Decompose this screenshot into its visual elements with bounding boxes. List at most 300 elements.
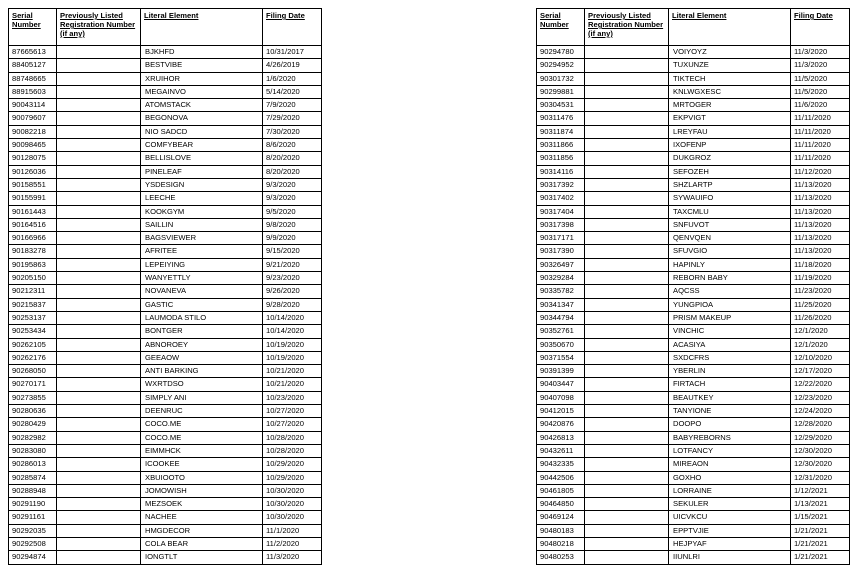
filing-date-cell: 10/14/2020 [263,311,322,324]
table-row [537,85,850,98]
table-row [537,471,850,484]
literal-element-cell: YBERLIN [669,365,791,378]
filing-date-cell: 9/3/2020 [263,192,322,205]
previous-registration-cell [585,351,669,364]
filing-date-cell: 12/29/2020 [791,431,850,444]
serial-number-cell: 90294780 [537,46,585,59]
literal-element-cell: MEGAINVO [141,85,263,98]
serial-number-cell: 90215837 [9,298,57,311]
table-row [9,351,322,364]
previous-registration-cell [585,112,669,125]
table-row [9,152,322,165]
literal-element-cell: BELLISLOVE [141,152,263,165]
literal-element-cell: MIREAON [669,458,791,471]
filing-date-cell: 11/26/2020 [791,311,850,324]
serial-number-cell: 90126036 [9,165,57,178]
filing-date-cell: 10/30/2020 [263,511,322,524]
table-row [537,59,850,72]
literal-element-cell: HMGDECOR [141,524,263,537]
serial-number-cell: 90335782 [537,285,585,298]
serial-number-cell: 90326497 [537,258,585,271]
literal-element-cell: BJKHFD [141,46,263,59]
serial-number-cell: 90426813 [537,431,585,444]
previous-registration-cell [57,311,141,324]
table-row [9,444,322,457]
previous-registration-cell [57,59,141,72]
previous-registration-cell [57,405,141,418]
previous-registration-cell [57,232,141,245]
literal-element-cell: KNLWGXESC [669,85,791,98]
filing-date-cell: 12/31/2020 [791,471,850,484]
table-row [9,112,322,125]
literal-element-cell: EKPVIGT [669,112,791,125]
previous-registration-cell [585,405,669,418]
right-table-body [537,46,850,565]
filing-date-cell: 4/26/2019 [263,59,322,72]
filing-date-cell: 12/22/2020 [791,378,850,391]
serial-number-cell: 90253137 [9,311,57,324]
literal-element-cell: KOOKGYM [141,205,263,218]
previous-registration-cell [57,285,141,298]
serial-number-cell: 90195863 [9,258,57,271]
filing-date-cell: 11/13/2020 [791,205,850,218]
literal-element-cell: LORRAINE [669,484,791,497]
filing-date-cell: 10/27/2020 [263,405,322,418]
header-row [537,9,850,46]
filing-date-cell: 11/18/2020 [791,258,850,271]
filing-date-cell: 11/11/2020 [791,139,850,152]
filing-date-cell: 7/29/2020 [263,112,322,125]
literal-element-cell: TIKTECH [669,72,791,85]
table-row [537,391,850,404]
previous-registration-cell [585,285,669,298]
table-row [537,551,850,564]
table-row [9,498,322,511]
filing-date-cell: 9/15/2020 [263,245,322,258]
serial-number-cell: 90286013 [9,458,57,471]
previous-registration-cell [585,524,669,537]
table-row [537,245,850,258]
serial-number-cell: 90183278 [9,245,57,258]
literal-element-cell: WXRTDSO [141,378,263,391]
filing-date-cell: 11/11/2020 [791,112,850,125]
table-row [9,524,322,537]
literal-element-cell: BEAUTKEY [669,391,791,404]
serial-number-cell: 90391399 [537,365,585,378]
table-row [537,537,850,550]
table-row [537,311,850,324]
table-row [9,99,322,112]
filing-date-cell: 10/31/2017 [263,46,322,59]
filing-date-cell: 1/12/2021 [791,484,850,497]
filing-date-cell: 12/24/2020 [791,405,850,418]
filing-date-cell: 10/21/2020 [263,378,322,391]
table-row [537,338,850,351]
filing-date-cell: 10/28/2020 [263,431,322,444]
literal-element-cell: DOOPO [669,418,791,431]
table-row [537,524,850,537]
literal-element-cell: SYWAUIFO [669,192,791,205]
table-row [9,192,322,205]
previous-registration-cell [57,218,141,231]
previous-registration-cell [585,537,669,550]
previous-registration-cell [57,152,141,165]
filing-date-cell: 11/13/2020 [791,232,850,245]
filing-date-cell: 12/28/2020 [791,418,850,431]
table-row [9,59,322,72]
serial-number-cell: 90268050 [9,365,57,378]
filing-date-cell: 10/30/2020 [263,498,322,511]
previous-registration-cell [57,205,141,218]
filing-date-cell: 9/21/2020 [263,258,322,271]
filing-date-cell: 11/3/2020 [263,551,322,564]
previous-registration-cell [57,85,141,98]
filing-date-cell: 1/13/2021 [791,498,850,511]
literal-element-cell: IXOFENP [669,139,791,152]
filing-date-cell: 11/3/2020 [791,59,850,72]
literal-element-cell: NIO SADCD [141,125,263,138]
literal-element-cell: SHZLARTP [669,178,791,191]
previous-registration-cell [585,59,669,72]
previous-registration-cell [585,165,669,178]
table-row [9,272,322,285]
filing-date-cell: 1/15/2021 [791,511,850,524]
literal-element-cell: GOXHO [669,471,791,484]
table-row [537,258,850,271]
serial-number-cell: 90082218 [9,125,57,138]
previous-registration-header: Previously Listed Registration Number (if any) [585,9,669,46]
table-row [9,484,322,497]
filing-date-cell: 12/10/2020 [791,351,850,364]
filing-date-cell: 9/23/2020 [263,272,322,285]
literal-element-cell: VOIYOYZ [669,46,791,59]
serial-number-cell: 90311856 [537,152,585,165]
table-row [9,85,322,98]
previous-registration-cell [57,178,141,191]
literal-element-cell: SXDCFRS [669,351,791,364]
table-row [9,46,322,59]
serial-number-cell: 90158551 [9,178,57,191]
table-row [9,511,322,524]
table-row [9,205,322,218]
filing-date-cell: 10/29/2020 [263,471,322,484]
table-row [537,192,850,205]
previous-registration-cell [585,444,669,457]
serial-number-cell: 90288948 [9,484,57,497]
filing-date-cell: 11/11/2020 [791,152,850,165]
previous-registration-cell [585,205,669,218]
table-row [537,205,850,218]
serial-number-cell: 90371554 [537,351,585,364]
literal-element-cell: LREYFAU [669,125,791,138]
literal-element-cell: COCO.ME [141,418,263,431]
previous-registration-cell [57,112,141,125]
serial-number-cell: 90317392 [537,178,585,191]
filing-date-cell: 11/19/2020 [791,272,850,285]
serial-number-cell: 90480218 [537,537,585,550]
table-row [537,351,850,364]
serial-number-cell: 90291190 [9,498,57,511]
filing-date-cell: 9/5/2020 [263,205,322,218]
filing-date-cell: 1/6/2020 [263,72,322,85]
table-row [9,378,322,391]
serial-number-cell: 90311874 [537,125,585,138]
previous-registration-cell [57,298,141,311]
previous-registration-cell [585,178,669,191]
filing-date-cell: 11/13/2020 [791,218,850,231]
serial-number-cell: 90280636 [9,405,57,418]
previous-registration-cell [57,351,141,364]
previous-registration-cell [585,484,669,497]
serial-number-cell: 90311866 [537,139,585,152]
table-row [537,272,850,285]
literal-element-cell: REBORN BABY [669,272,791,285]
previous-registration-cell [57,72,141,85]
previous-registration-cell [57,484,141,497]
filing-date-cell: 11/2/2020 [263,537,322,550]
serial-number-cell: 90299881 [537,85,585,98]
table-row [537,365,850,378]
table-row [537,152,850,165]
table-row [9,311,322,324]
previous-registration-cell [585,72,669,85]
table-row [537,218,850,231]
previous-registration-cell [585,245,669,258]
previous-registration-cell [57,431,141,444]
table-row [9,285,322,298]
literal-element-cell: PINELEAF [141,165,263,178]
filing-date-cell: 11/6/2020 [791,99,850,112]
filing-date-cell: 10/29/2020 [263,458,322,471]
table-row [537,298,850,311]
previous-registration-cell [57,125,141,138]
previous-registration-cell [585,192,669,205]
table-row [9,325,322,338]
serial-number-cell: 90292035 [9,524,57,537]
serial-number-cell: 90043114 [9,99,57,112]
previous-registration-cell [585,298,669,311]
serial-number-header: Serial Number [9,9,57,46]
previous-registration-cell [57,192,141,205]
previous-registration-cell [57,471,141,484]
serial-number-cell: 90403447 [537,378,585,391]
serial-number-cell: 90480253 [537,551,585,564]
serial-number-cell: 90164516 [9,218,57,231]
literal-element-cell: EIMMHCK [141,444,263,457]
serial-number-cell: 90432611 [537,444,585,457]
table-row [537,484,850,497]
filing-date-cell: 10/23/2020 [263,391,322,404]
filing-date-cell: 5/14/2020 [263,85,322,98]
literal-element-cell: IIUNLRI [669,551,791,564]
literal-element-cell: YUNGPIOA [669,298,791,311]
table-row [9,431,322,444]
literal-element-cell: COLA BEAR [141,537,263,550]
literal-element-cell: FIRTACH [669,378,791,391]
serial-number-cell: 90205150 [9,272,57,285]
serial-number-cell: 90461805 [537,484,585,497]
filing-date-cell: 11/3/2020 [791,46,850,59]
filing-date-cell: 11/5/2020 [791,72,850,85]
table-row [537,232,850,245]
table-row [9,165,322,178]
filing-date-cell: 10/21/2020 [263,365,322,378]
filing-date-cell: 1/21/2021 [791,537,850,550]
previous-registration-cell [57,338,141,351]
filing-date-header: Filing Date [791,9,850,46]
filing-date-cell: 9/28/2020 [263,298,322,311]
literal-element-cell: ACASIYA [669,338,791,351]
literal-element-cell: SAILLIN [141,218,263,231]
literal-element-cell: IONGTLT [141,551,263,564]
literal-element-cell: BABYREBORNS [669,431,791,444]
filing-date-cell: 8/20/2020 [263,152,322,165]
previous-registration-cell [585,152,669,165]
previous-registration-cell [585,458,669,471]
serial-number-cell: 90262105 [9,338,57,351]
table-row [537,72,850,85]
filing-date-cell: 10/19/2020 [263,351,322,364]
left-registration-table [8,8,322,565]
filing-date-cell: 10/14/2020 [263,325,322,338]
filing-date-cell: 7/30/2020 [263,125,322,138]
literal-element-cell: SEFOZEH [669,165,791,178]
table-row [537,325,850,338]
previous-registration-cell [585,338,669,351]
serial-number-cell: 90350670 [537,338,585,351]
previous-registration-cell [57,511,141,524]
serial-number-cell: 90283080 [9,444,57,457]
left-table-body [9,46,322,565]
previous-registration-cell [585,99,669,112]
filing-date-cell: 8/20/2020 [263,165,322,178]
literal-element-cell: BESTVIBE [141,59,263,72]
table-row [9,125,322,138]
serial-number-cell: 90317171 [537,232,585,245]
previous-registration-cell [57,418,141,431]
literal-element-cell: BONTGER [141,325,263,338]
filing-date-cell: 11/5/2020 [791,85,850,98]
table-row [537,431,850,444]
serial-number-cell: 90341347 [537,298,585,311]
literal-element-cell: PRISM MAKEUP [669,311,791,324]
table-row [9,365,322,378]
serial-number-cell: 90253434 [9,325,57,338]
serial-number-cell: 90442506 [537,471,585,484]
literal-element-cell: GASTIC [141,298,263,311]
literal-element-cell: SNFUVOT [669,218,791,231]
right-registration-table [536,8,850,565]
previous-registration-cell [57,537,141,550]
table-row [9,258,322,271]
previous-registration-cell [585,378,669,391]
literal-element-header: Literal Element [141,9,263,46]
serial-number-cell: 90291161 [9,511,57,524]
literal-element-cell: AQCSS [669,285,791,298]
serial-number-cell: 90317390 [537,245,585,258]
previous-registration-cell [57,378,141,391]
previous-registration-cell [585,365,669,378]
previous-registration-cell [57,165,141,178]
serial-number-cell: 90317398 [537,218,585,231]
literal-element-cell: ICOOKEE [141,458,263,471]
filing-date-cell: 12/1/2020 [791,325,850,338]
literal-element-cell: SEKULER [669,498,791,511]
filing-date-cell: 12/1/2020 [791,338,850,351]
filing-date-cell: 12/23/2020 [791,391,850,404]
filing-date-cell: 1/21/2021 [791,524,850,537]
serial-number-cell: 90304531 [537,99,585,112]
table-row [9,391,322,404]
literal-element-cell: TAXCMLU [669,205,791,218]
table-row [537,99,850,112]
header-row [9,9,322,46]
filing-date-cell: 12/17/2020 [791,365,850,378]
table-row [537,498,850,511]
table-row [537,139,850,152]
serial-number-cell: 90294874 [9,551,57,564]
serial-number-cell: 90212311 [9,285,57,298]
filing-date-cell: 8/6/2020 [263,139,322,152]
literal-element-cell: HEJPYAF [669,537,791,550]
table-row [9,245,322,258]
serial-number-cell: 90464850 [537,498,585,511]
filing-date-cell: 9/8/2020 [263,218,322,231]
previous-registration-cell [585,85,669,98]
table-row [9,458,322,471]
previous-registration-cell [57,551,141,564]
previous-registration-cell [57,391,141,404]
previous-registration-cell [585,258,669,271]
filing-date-cell: 11/13/2020 [791,178,850,191]
filing-date-cell: 9/26/2020 [263,285,322,298]
table-row [537,112,850,125]
literal-element-cell: SFUVGIO [669,245,791,258]
table-row [9,139,322,152]
previous-registration-cell [585,418,669,431]
table-row [9,338,322,351]
serial-number-cell: 90469124 [537,511,585,524]
previous-registration-cell [57,99,141,112]
serial-number-cell: 90301732 [537,72,585,85]
previous-registration-cell [57,498,141,511]
literal-element-cell: MRTOGER [669,99,791,112]
previous-registration-cell [585,218,669,231]
literal-element-cell: BAGSVIEWER [141,232,263,245]
serial-number-cell: 90161443 [9,205,57,218]
table-row [9,232,322,245]
filing-date-cell: 9/9/2020 [263,232,322,245]
literal-element-cell: YSDESIGN [141,178,263,191]
literal-element-cell: LAUMODA STILO [141,311,263,324]
serial-number-cell: 87665613 [9,46,57,59]
table-row [537,378,850,391]
literal-element-cell: NACHEE [141,511,263,524]
previous-registration-cell [585,232,669,245]
previous-registration-cell [585,511,669,524]
serial-number-cell: 90155991 [9,192,57,205]
filing-date-cell: 11/11/2020 [791,125,850,138]
serial-number-cell: 90280429 [9,418,57,431]
table-row [9,471,322,484]
previous-registration-cell [57,325,141,338]
table-row [537,444,850,457]
serial-number-cell: 88748665 [9,72,57,85]
table-row [537,165,850,178]
serial-number-cell: 90317404 [537,205,585,218]
serial-number-cell: 90480183 [537,524,585,537]
previous-registration-cell [585,471,669,484]
